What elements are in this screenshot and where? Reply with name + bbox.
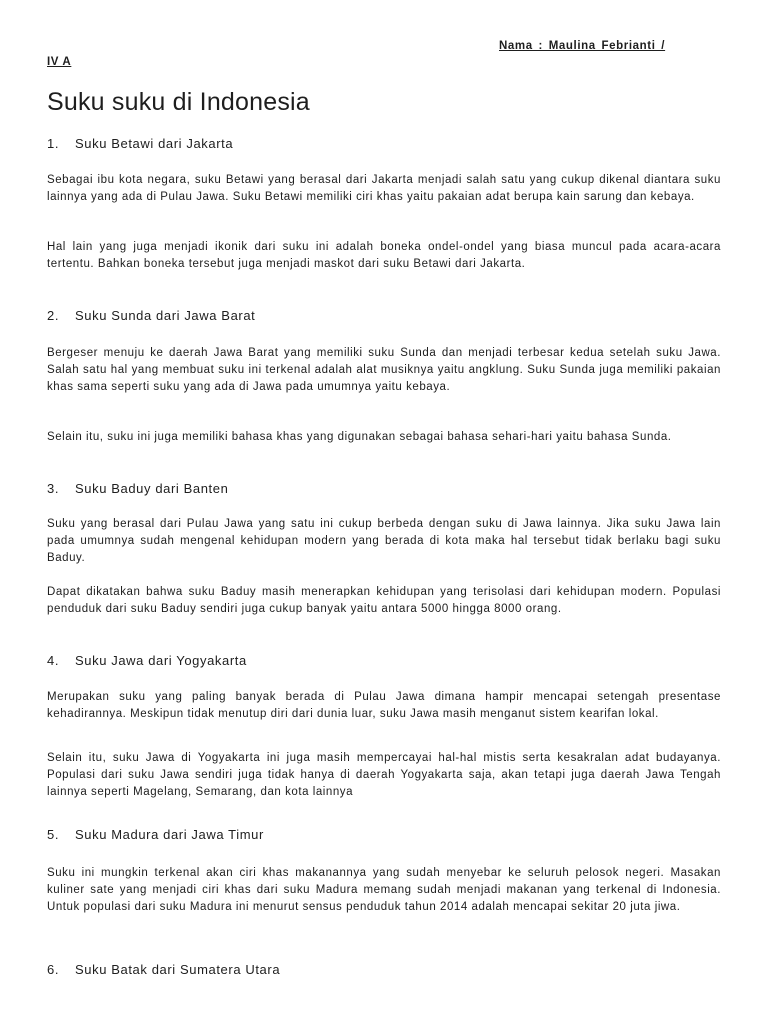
- section-heading-batak: [47, 962, 280, 977]
- section-number: 5.: [47, 827, 60, 842]
- paragraph: Selain itu, suku ini juga memiliki bahasa khas yang digunakan sebagai bahasa sehari-hari yaitu bahasa Sunda.: [47, 431, 672, 443]
- section-number: 6.: [47, 962, 60, 977]
- section-heading-betawi: [47, 136, 233, 151]
- section-heading-jawa: [47, 653, 247, 668]
- section-number: 2.: [47, 308, 60, 323]
- student-name: Nama : Maulina Febrianti /: [499, 40, 666, 52]
- section-number: 4.: [47, 653, 60, 668]
- paragraph: Dapat dikatakan bahwa suku Baduy masih menerapkan kehidupan yang terisolasi dari kehidupan modern. Populasi penduduk dari suku Baduy sendiri juga cukup banyak yaitu antara 5000 hingga 8000 orang.: [47, 586, 721, 615]
- student-class: IV A: [47, 56, 72, 68]
- section-heading-sunda: [47, 308, 255, 323]
- paragraph: Bergeser menuju ke daerah Jawa Barat yang memiliki suku Sunda dan menjadi terbesar kedua setelah suku Jawa. Salah satu hal yang membuat suku ini terkenal adalah alat musiknya yaitu angklung. Suku Sunda juga memiliki pakaian khas sama seperti suku yang ada di Jawa pada umumnya yaitu kebaya.: [47, 347, 721, 393]
- paragraph: Sebagai ibu kota negara, suku Betawi yang berasal dari Jakarta menjadi salah satu yang cukup dikenal diantara suku lainnya yang ada di Pulau Jawa. Suku Betawi memiliki ciri khas yaitu pakaian adat berupa kain sarung dan kebaya.: [47, 174, 721, 203]
- section-title: Suku Batak dari Sumatera Utara: [75, 962, 281, 977]
- paragraph: Hal lain yang juga menjadi ikonik dari suku ini adalah boneka ondel-ondel yang biasa muncul pada acara-acara tertentu. Bahkan boneka tersebut juga menjadi maskot dari suku Betawi dari Jakarta.: [47, 241, 721, 270]
- section-title: Suku Jawa dari Yogyakarta: [75, 653, 247, 668]
- section-heading-madura: [47, 827, 264, 842]
- section-title: Suku Madura dari Jawa Timur: [75, 827, 264, 842]
- section-heading-baduy: [47, 481, 228, 496]
- paragraph: Merupakan suku yang paling banyak berada di Pulau Jawa dimana hampir mencapai setengah presentase kehadirannya. Meskipun tidak menutup diri dari dunia luar, suku Jawa masih menganut sistem kearifan lokal.: [47, 691, 721, 720]
- section-number: 1.: [47, 136, 60, 151]
- section-number: 3.: [47, 481, 60, 496]
- paragraph: Selain itu, suku Jawa di Yogyakarta ini juga masih mempercayai hal-hal mistis serta kesakralan adat budayanya. Populasi dari suku Jawa sendiri juga tidak hanya di daerah Yogyakarta saja, akan tetapi juga daerah Jawa Tengah lainnya seperti Magelang, Semarang, dan kota lainnya: [47, 752, 721, 798]
- section-title: Suku Baduy dari Banten: [75, 481, 229, 496]
- paragraph: Suku ini mungkin terkenal akan ciri khas makanannya yang sudah menyebar ke seluruh pelosok negeri. Masakan kuliner sate yang menjadi ciri khas dari suku Madura memang sudah menjadi makanan yang terkenal di Indonesia. Untuk populasi dari suku Madura ini menurut sensus penduduk tahun 2014 adalah mencapai sekitar 20 juta jiwa.: [47, 867, 721, 913]
- paragraph: Suku yang berasal dari Pulau Jawa yang satu ini cukup berbeda dengan suku di Jawa lainnya. Jika suku Jawa lain pada umumnya sudah mengenal kehidupan modern yang berada di kota maka hal tersebut tidak berlaku bagi suku Baduy.: [47, 518, 721, 564]
- section-title: Suku Sunda dari Jawa Barat: [75, 308, 256, 323]
- section-title: Suku Betawi dari Jakarta: [75, 136, 234, 151]
- page-title: Suku suku di Indonesia: [47, 88, 310, 116]
